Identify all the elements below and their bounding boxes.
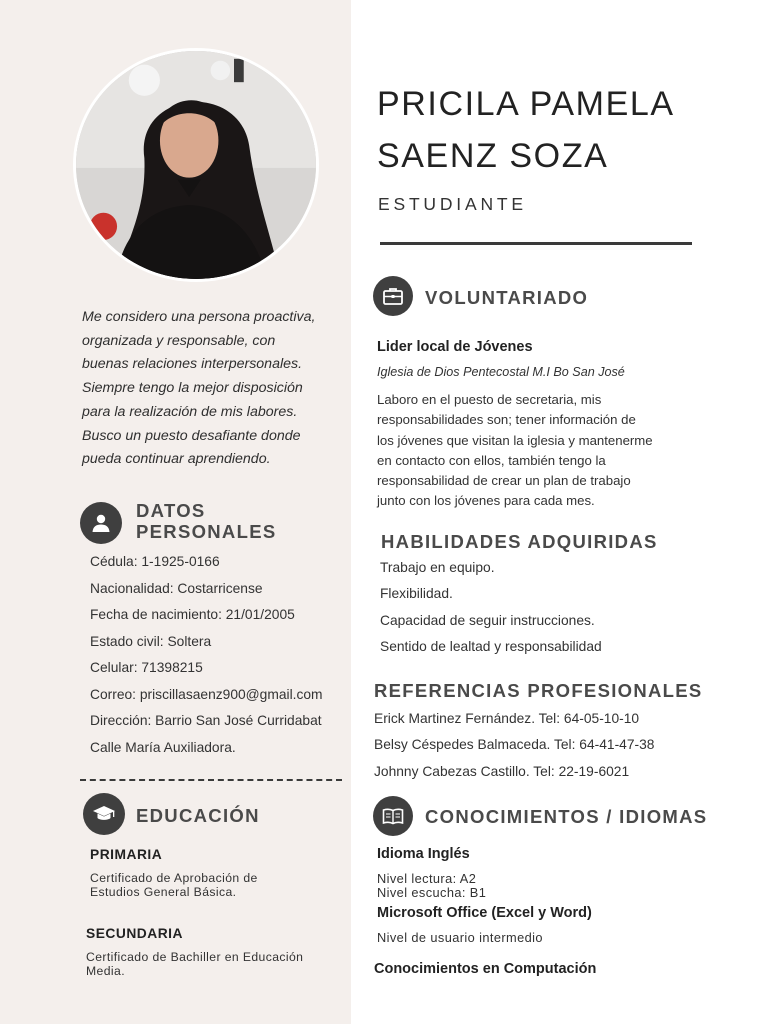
about-line: organizada y responsable, con	[82, 332, 276, 349]
name-line: PRICILA PAMELA	[377, 85, 675, 123]
description-line: en contacto con ellos, también tengo la	[377, 452, 606, 468]
education-heading: EDUCACIÓN	[136, 805, 260, 826]
computing-title: Conocimientos en Computación	[374, 961, 597, 977]
english-reading-level: Nivel lectura: A2	[377, 871, 477, 886]
briefcase-icon	[373, 276, 413, 316]
book-icon	[373, 796, 413, 836]
about-line: buenas relaciones interpersonales.	[82, 356, 303, 373]
office-title: Microsoft Office (Excel y Word)	[377, 905, 592, 921]
name-line: SAENZ SOZA	[377, 137, 609, 175]
description-line: responsabilidad de crear un plan de trabajo	[377, 473, 631, 489]
role-title: ESTUDIANTE	[378, 194, 527, 214]
primary-label: PRIMARIA	[90, 847, 163, 862]
secondary-description	[86, 951, 348, 978]
personal-data-list	[90, 552, 323, 764]
skills-heading: HABILIDADES ADQUIRIDAS	[381, 531, 658, 552]
list-item: Estado civil: Soltera	[90, 633, 212, 649]
profile-photo	[73, 48, 319, 282]
edu-desc-line: Media.	[86, 963, 125, 978]
list-item: Cédula: 1-1925-0166	[90, 554, 220, 569]
about-paragraph	[82, 306, 350, 472]
personal-heading-line: DATOS	[136, 500, 206, 521]
user-icon	[80, 502, 122, 544]
skills-list	[380, 558, 602, 663]
list-item: Flexibilidad.	[380, 586, 453, 602]
about-line: para la realización de mis labores.	[82, 403, 298, 420]
references-heading: REFERENCIAS PROFESIONALES	[374, 680, 703, 701]
header-rule	[380, 242, 692, 245]
office-level: Nivel de usuario intermedio	[377, 930, 543, 945]
list-item: Trabajo en equipo.	[380, 560, 495, 575]
knowledge-heading: CONOCIMIENTOS / IDIOMAS	[425, 806, 708, 827]
description-line: los jóvenes que visitan la iglesia y mantenerme	[377, 432, 653, 448]
list-item: Johnny Cabezas Castillo. Tel: 22-19-6021	[374, 763, 630, 779]
list-item: Nacionalidad: Costarricense	[90, 580, 263, 596]
list-item: Calle María Auxiliadora.	[90, 739, 236, 755]
graduation-cap-icon	[83, 793, 125, 835]
secondary-label: SECUNDARIA	[86, 926, 183, 941]
full-name	[377, 78, 675, 182]
about-line: Siempre tengo la mejor disposición	[82, 380, 303, 397]
list-item: Correo: priscillasaenz900@gmail.com	[90, 686, 323, 702]
description-line: responsabilidades son; tener información de	[377, 412, 636, 428]
edu-desc-line: Certificado de Aprobación de	[90, 871, 258, 885]
about-line: pueda continuar aprendiendo.	[82, 451, 271, 468]
list-item: Capacidad de seguir instrucciones.	[380, 612, 595, 628]
list-item: Fecha de nacimiento: 21/01/2005	[90, 607, 295, 622]
section-divider	[80, 779, 342, 781]
profile-photo-illustration	[76, 51, 316, 279]
english-title: Idioma Inglés	[377, 846, 470, 862]
volunteer-job-title: Lider local de Jóvenes	[377, 339, 533, 355]
edu-desc-line: Estudios General Básica.	[90, 884, 237, 899]
about-line: Busco un puesto desafiante donde	[82, 427, 301, 444]
english-listening-level: Nivel escucha: B1	[377, 885, 487, 900]
volunteer-heading: VOLUNTARIADO	[425, 287, 589, 308]
list-item: Sentido de lealtad y responsabilidad	[380, 638, 602, 654]
list-item: Dirección: Barrio San José Curridabat	[90, 713, 322, 728]
primary-description	[90, 872, 340, 899]
description-line: junto con los jóvenes para cada mes.	[377, 493, 595, 509]
left-panel	[0, 0, 351, 1024]
description-line: Laboro en el puesto de secretaria, mis	[377, 392, 602, 407]
list-item: Belsy Céspedes Balmaceda. Tel: 64-41-47-38	[374, 737, 655, 753]
edu-desc-line: Certificado de Bachiller en Educación	[86, 950, 304, 964]
list-item: Erick Martinez Fernández. Tel: 64-05-10-10	[374, 711, 640, 726]
references-list	[374, 709, 654, 788]
volunteer-organization: Iglesia de Dios Pentecostal M.I Bo San José	[377, 365, 625, 379]
volunteer-description	[377, 390, 687, 512]
list-item: Celular: 71398215	[90, 660, 203, 675]
personal-heading-line: PERSONALES	[136, 521, 277, 542]
about-line: Me considero una persona proactiva,	[82, 309, 316, 325]
personal-data-heading	[136, 500, 276, 542]
